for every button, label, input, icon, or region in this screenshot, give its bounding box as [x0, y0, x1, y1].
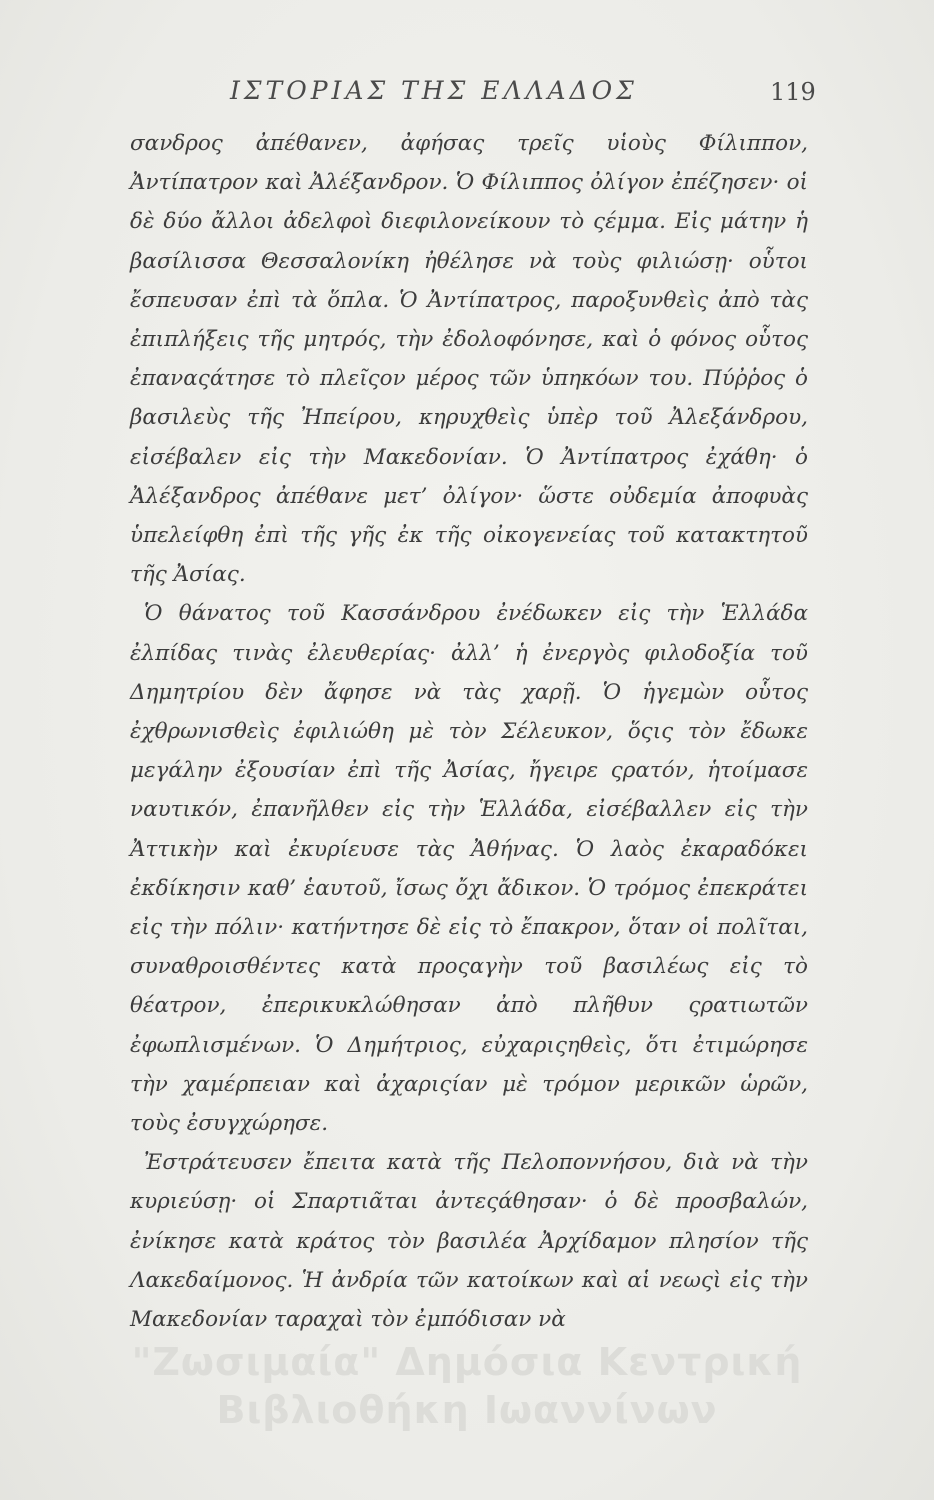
- page-number: 119: [770, 78, 816, 106]
- running-title: ΙΣΤΟΡΙΑΣ ΤΗΣ ΕΛΛΑΔΟΣ: [230, 76, 638, 105]
- body-text: [130, 124, 808, 1339]
- library-watermark-line-1: "Ζωσιμαία" Δημόσια Κεντρική: [131, 1340, 803, 1384]
- page-header: [0, 76, 934, 116]
- paragraph-3: Ἐστράτευσεν ἔπειτα κατὰ τῆς Πελοποννήσου, διὰ νὰ τὴν κυριεύσῃ· οἱ Σπαρτιᾶται ἀντεςάθησαν· ὁ δὲ προσβαλών, ἐνίκησε κατὰ κράτος τὸν βασιλέα Ἀρχίδαμον πλησίον τῆς Λακεδαίμονος. Ἡ ἀνδρία τῶν κατοίκων καὶ αἱ νεωςὶ εἰς τὴν Μακεδονίαν ταραχαὶ τὸν ἐμπόδισαν νὰ: [130, 1150, 808, 1333]
- paragraph-2: Ὁ θάνατος τοῦ Κασσάνδρου ἐνέδωκεν εἰς τὴν Ἑλλάδα ἐλπίδας τινὰς ἐλευθερίας· ἀλλ’ ἡ ἐνεργὸς φιλοδοξία τοῦ Δημητρίου δὲν ἄφησε νὰ τὰς χαρῇ. Ὁ ἡγεμὼν οὗτος ἐχθρωνισθεὶς ἐφιλιώθη μὲ τὸν Σέλευκον, ὅςις τὸν ἔδωκε μεγάλην ἐξουσίαν ἐπὶ τῆς Ἀσίας, ἤγειρε ςρατόν, ἡτοίμασε ναυτικόν, ἐπανῆλθεν εἰς τὴν Ἑλλάδα, εἰσέβαλλεν εἰς τὴν Ἀττικὴν καὶ ἐκυρίευσε τὰς Ἀθήνας. Ὁ λαὸς ἐκαραδόκει ἐκδίκησιν καθ’ ἑαυτοῦ, ἴσως ὄχι ἄδικον. Ὁ τρόμος ἐπεκράτει εἰς τὴν πόλιν· κατήντησε δὲ εἰς τὸ ἔπακρον, ὅταν οἱ πολῖται, συναθροισθέντες κατὰ προςαγὴν τοῦ βασιλέως εἰς τὸ θέατρον, ἐπερικυκλώθησαν ἀπὸ πλῆθυν ςρατιωτῶν ἐφωπλισμένων. Ὁ Δημήτριος, εὐχαριςηθεὶς, ὅτι ἐτιμώρησε τὴν χαμέρπειαν καὶ ἀχαριςίαν μὲ τρόμον μερικῶν ὡρῶν, τοὺς ἐσυγχώρησε.: [130, 601, 808, 1137]
- paragraph-1: σανδρος ἀπέθανεν, ἀφήσας τρεῖς υἱοὺς Φίλιππον, Ἀντίπατρον καὶ Ἀλέξανδρον. Ὁ Φίλιππος ὀλίγον ἐπέζησεν· οἱ δὲ δύο ἄλλοι ἀδελφοὶ διεφιλονείκουν τὸ ςέμμα. Εἰς μάτην ἡ βασίλισσα Θεσσαλονίκη ἠθέλησε νὰ τοὺς φιλιώσῃ· οὗτοι ἔσπευσαν ἐπὶ τὰ ὅπλα. Ὁ Ἀντίπατρος, παροξυνθεὶς ἀπὸ τὰς ἐπιπλήξεις τῆς μητρός, τὴν ἐδολοφόνησε, καὶ ὁ φόνος οὗτος ἐπαναςάτησε τὸ πλεῖςον μέρος τῶν ὑπηκόων του. Πύῤῥος ὁ βασιλεὺς τῆς Ἠπείρου, κηρυχθεὶς ὑπὲρ τοῦ Ἀλεξάνδρου, εἰσέβαλεν εἰς τὴν Μακεδονίαν. Ὁ Ἀντίπατρος ἐχάθη· ὁ Ἀλέξανδρος ἀπέθανε μετ’ ὀλίγον· ὥστε οὐδεμία ἀποφυὰς ὑπελείφθη ἐπὶ τῆς γῆς ἐκ τῆς οἰκογενείας τοῦ κατακτητοῦ τῆς Ἀσίας.: [130, 131, 808, 588]
- library-watermark-line-2: Βιβλιοθήκη Ιωαννίνων: [216, 1388, 718, 1432]
